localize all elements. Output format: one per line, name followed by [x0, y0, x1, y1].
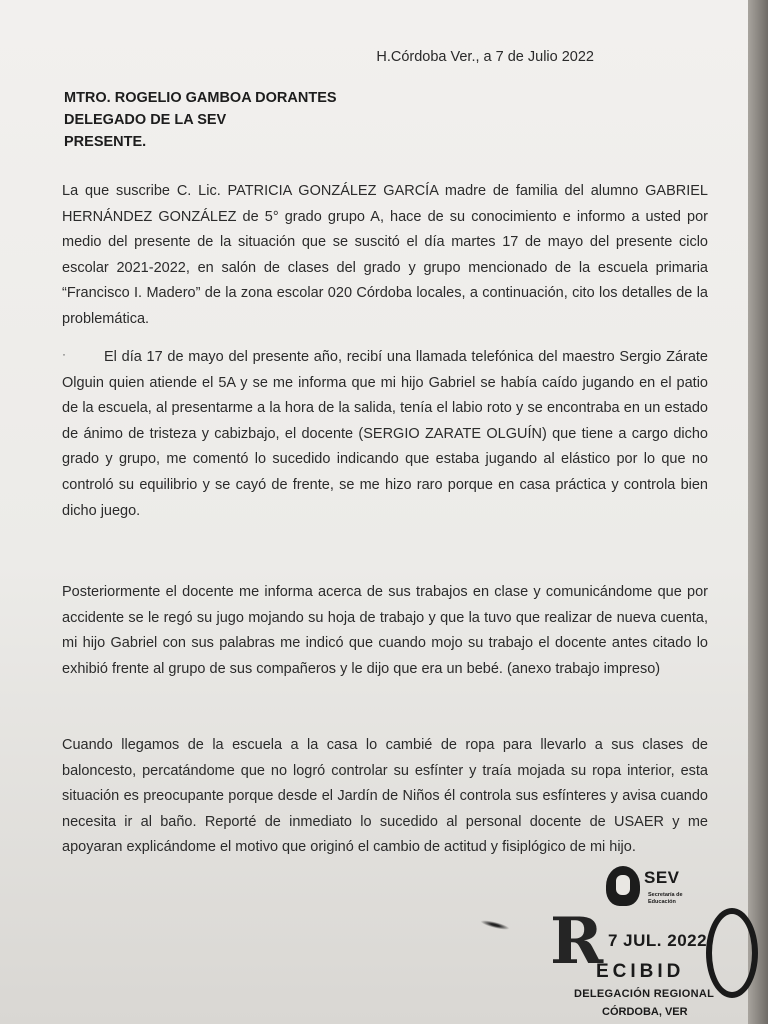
stamp-received-word: ECIBID [596, 961, 685, 982]
sev-logo-icon [606, 866, 640, 906]
stamp-letter-o [706, 908, 758, 998]
stamp-date: 7 JUL. 2022 [608, 931, 708, 950]
recipient-title: DELEGADO DE LA SEV [64, 112, 227, 128]
paragraph-intro: La que suscribe C. Lic. PATRICIA GONZÁLEZ GARCÍA madre de familia del alumno GABRIEL HERNÁNDEZ GONZÁLEZ de 5° grado grupo A, hace de su conocimiento e informo a usted por medio del presente de la situación que se suscitó el día martes 17 de mayo del presente ciclo escolar 2021-2022, en salón de clases del grado y grupo mencionado de la escuela primaria “Francisco I. Madero” de la zona escolar 020 Córdoba locales, a continuación, cito los detalles de la problemática. [62, 183, 708, 327]
recipient-name: MTRO. ROGELIO GAMBOA DORANTES [64, 90, 337, 106]
paragraph-incident: El día 17 de mayo del presente año, recibí una llamada telefónica del maestro Sergio Zárate Olguin quien atiende el 5A y se me informa que mi hijo Gabriel se había caído jugando en el patio de la escuela, al presentarme a la hora de la salida, tenía el labio roto y se encontraba en un estado de ánimo de tristeza y cabizbajo, el docente (SERGIO ZARATE OLGUÍN) que tiene a cargo dicho grado y grupo, me comentó lo sucedido indicando que estaba jugando al elástico por lo que no controló su equilibrio y se cayó de frente, se me hizo raro porque en casa práctica y controla bien dicho juego. [62, 349, 708, 519]
recipient-block [64, 87, 337, 153]
stamp-city: CÓRDOBA, VER [602, 1006, 688, 1018]
ink-smudge [480, 918, 511, 931]
bullet-mark: · [62, 347, 66, 361]
date-line: H.Córdoba Ver., a 7 de Julio 2022 [376, 49, 594, 65]
recipient-greeting: PRESENTE. [64, 134, 147, 150]
received-stamp [540, 860, 768, 1024]
sev-logo-subtitle: Secretaría de Educación [648, 892, 683, 905]
sev-logo-text: SEV [644, 868, 680, 887]
paragraph-followup: Posteriormente el docente me informa acerca de sus trabajos en clase y comunicándome que por accidente se le regó su jugo mojando su hoja de trabajo y que la tuvo que realizar de nueva cuenta, mi hijo Gabriel con sus palabras me indicó que cuando mojo su trabajo el docente antes citado lo exhibió frente al grupo de sus compañeros y le dijo que era un bebé. (anexo trabajo impreso) [62, 584, 708, 677]
stamp-letter-r: R [550, 904, 604, 979]
stamp-office: DELEGACIÓN REGIONAL [574, 988, 715, 1000]
paragraph-consequence: Cuando llegamos de la escuela a la casa lo cambié de ropa para llevarlo a sus clases de baloncesto, percatándome que no logró controlar su esfínter y traía mojada su ropa interior, esta situación es preocupante porque desde el Jardín de Niños él controla sus esfínteres y avisa cuando necesita ir al baño. Reporté de inmediato lo sucedido al personal docente de USAER y me apoyaran explicándome el motivo que originó el cambio de actitud y fisiplógico de mi hijo. [62, 737, 708, 856]
